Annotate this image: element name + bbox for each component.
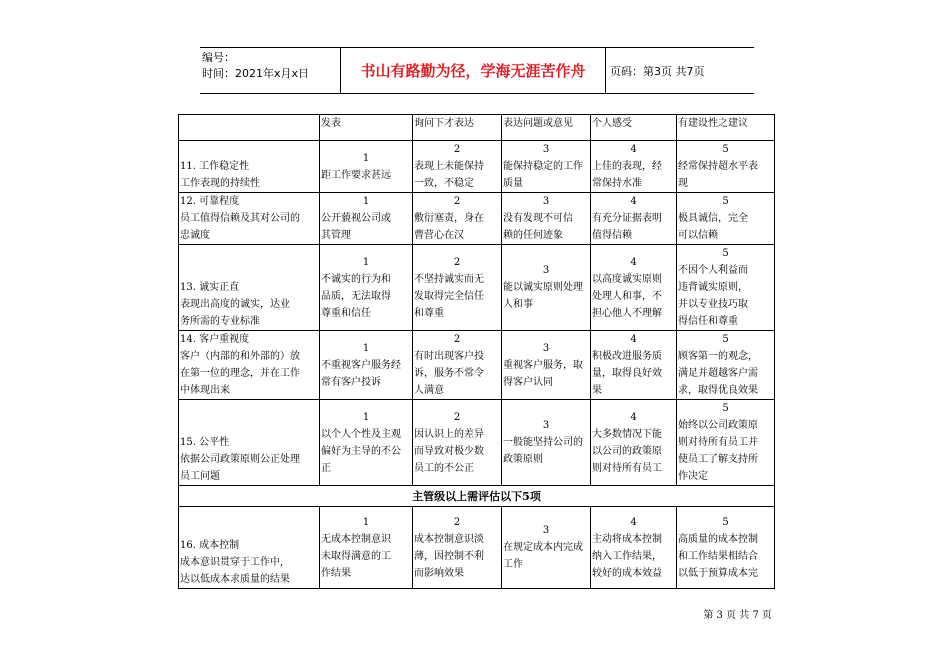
rating-cell bbox=[320, 331, 413, 400]
criterion-label-line: 15. 公平性 bbox=[180, 437, 230, 448]
rating-description: 政策原则 bbox=[503, 454, 543, 465]
page-footer: 第 3 页 共 7 页 bbox=[703, 610, 772, 621]
rating-description: 作结果 bbox=[321, 567, 351, 579]
rating-score: 5 bbox=[722, 516, 729, 528]
table-row bbox=[179, 193, 775, 245]
rating-cell bbox=[677, 507, 775, 589]
header-page-label: 页码：第3页 共7页 bbox=[610, 64, 705, 78]
rating-description: 不坚持诚实而无 bbox=[414, 273, 484, 285]
column-header: 发表 bbox=[320, 115, 413, 141]
rating-description: 以低于预算成本完 bbox=[678, 567, 758, 579]
criterion-label-line: 忠诚度 bbox=[180, 230, 210, 241]
rating-description: 薄，因控制不利 bbox=[414, 550, 484, 562]
rating-description: 常保持水准 bbox=[592, 178, 642, 189]
rating-description: 在规定成本内完成 bbox=[503, 542, 583, 553]
rating-cell bbox=[320, 245, 413, 331]
document-header bbox=[200, 47, 754, 94]
rating-description: 而导致对极少数 bbox=[414, 445, 484, 457]
criterion-label-line: 工作表现的持续性 bbox=[180, 178, 260, 189]
rating-cell bbox=[677, 331, 775, 400]
rating-score: 1 bbox=[362, 152, 370, 164]
rating-description: 高质量的成本控制 bbox=[678, 533, 758, 545]
rating-score: 5 bbox=[722, 403, 729, 414]
criterion-label-line: 11. 工作稳定性 bbox=[180, 161, 250, 172]
rating-score: 5 bbox=[722, 248, 729, 259]
rating-description: 重视客户服务，取 bbox=[503, 359, 583, 371]
rating-description: 现 bbox=[678, 178, 688, 189]
rating-description: 偏好为主导的不公 bbox=[321, 445, 401, 457]
rating-description: 没有发现不可信 bbox=[503, 213, 573, 224]
rating-score: 2 bbox=[453, 144, 461, 155]
rating-description: 人满意 bbox=[414, 385, 444, 396]
rating-score: 4 bbox=[630, 196, 637, 207]
rating-cell bbox=[677, 400, 775, 486]
rating-description: 常有客户投诉 bbox=[321, 376, 381, 388]
rating-description: 其管理 bbox=[321, 230, 351, 241]
table-row bbox=[179, 507, 775, 589]
rating-description: 发取得完全信任 bbox=[414, 290, 484, 302]
criterion-label bbox=[179, 507, 320, 589]
criterion-label bbox=[179, 245, 320, 331]
criterion-label-line: 在第一位的理念，并在工作 bbox=[180, 368, 300, 379]
rating-score: 5 bbox=[722, 196, 729, 207]
rating-description: 有充分证据表明 bbox=[592, 213, 662, 224]
rating-cell bbox=[677, 193, 775, 245]
rating-cell bbox=[502, 400, 591, 486]
rating-cell bbox=[413, 245, 502, 331]
rating-score: 3 bbox=[542, 420, 550, 431]
criterion-label-line: 员工问题 bbox=[180, 471, 220, 482]
rating-description: 有时出现客户投 bbox=[414, 351, 484, 362]
rating-description: 极具诚信，完全 bbox=[678, 213, 748, 224]
rating-cell bbox=[502, 193, 591, 245]
rating-description: 积极改进服务质 bbox=[592, 351, 662, 362]
rating-score: 5 bbox=[722, 334, 729, 345]
rating-description: 赖的任何迹象 bbox=[503, 230, 563, 241]
rating-description: 诉，服务不常令 bbox=[414, 368, 484, 379]
rating-score: 3 bbox=[542, 144, 550, 155]
rating-score: 4 bbox=[630, 411, 637, 423]
rating-score: 2 bbox=[453, 516, 461, 528]
rating-description: 能以诚实原则处理 bbox=[503, 282, 583, 293]
criterion-label-line: 达以低成本求质量的结果 bbox=[180, 574, 290, 585]
rating-description: 顾客第一的观念， bbox=[678, 351, 758, 362]
rating-cell bbox=[320, 141, 413, 193]
rating-description: 则对待所有员工 bbox=[592, 462, 662, 474]
rating-description: 公开藐视公司或 bbox=[321, 213, 391, 224]
rating-description: 纳入工作结果， bbox=[592, 550, 662, 562]
header-meta bbox=[200, 48, 341, 93]
rating-score: 1 bbox=[362, 342, 370, 354]
rating-cell bbox=[591, 193, 677, 245]
rating-cell bbox=[320, 507, 413, 589]
criterion-label-line: 13. 诚实正直 bbox=[180, 282, 240, 293]
rating-description: 并以专业技巧取 bbox=[678, 299, 748, 310]
evaluation-table bbox=[178, 114, 775, 589]
rating-score: 4 bbox=[630, 334, 637, 345]
rating-score: 1 bbox=[362, 411, 370, 423]
criterion-label bbox=[179, 331, 320, 400]
rating-description: 质量 bbox=[503, 178, 523, 189]
rating-cell bbox=[591, 507, 677, 589]
rating-description: 求，取得优良效果 bbox=[678, 385, 758, 396]
rating-description: 不因个人利益而 bbox=[678, 265, 748, 276]
table-row bbox=[179, 245, 775, 331]
rating-cell bbox=[413, 400, 502, 486]
rating-description: 处理人和事，不 bbox=[592, 290, 662, 302]
criterion-label-line: 客户（内部的和外部的）放 bbox=[180, 351, 300, 362]
rating-cell bbox=[502, 245, 591, 331]
rating-description: 距工作要求甚远 bbox=[321, 169, 391, 181]
rating-description: 正 bbox=[321, 462, 331, 474]
rating-description: 而影响效果 bbox=[414, 567, 464, 579]
rating-description: 作决定 bbox=[678, 471, 708, 482]
column-header: 表达问题或意见 bbox=[502, 115, 591, 141]
criterion-label-line: 务所需的专业标准 bbox=[180, 316, 260, 327]
header-motto: 书山有路勤为径，学海无涯苦作舟 bbox=[341, 48, 606, 93]
rating-description: 未取得满意的工 bbox=[321, 550, 391, 562]
criterion-label-line: 中体现出来 bbox=[180, 385, 230, 396]
rating-description: 和工作结果相结合 bbox=[678, 550, 758, 562]
rating-score: 1 bbox=[362, 516, 370, 528]
rating-description: 始终以公司政策原 bbox=[678, 420, 758, 431]
rating-score: 2 bbox=[453, 196, 461, 207]
rating-description: 满足并超越客户需 bbox=[678, 368, 758, 379]
rating-score: 4 bbox=[630, 144, 637, 155]
rating-cell bbox=[413, 507, 502, 589]
rating-score: 4 bbox=[630, 516, 637, 528]
rating-score: 5 bbox=[722, 144, 729, 155]
rating-score: 3 bbox=[542, 265, 550, 276]
rating-description: 不诚实的行为和 bbox=[321, 273, 391, 285]
rating-cell bbox=[320, 400, 413, 486]
rating-description: 品质，无法取得 bbox=[321, 290, 391, 302]
criterion-label bbox=[179, 400, 320, 486]
rating-score: 3 bbox=[542, 342, 550, 354]
rating-description: 违背诚实原则， bbox=[678, 282, 748, 293]
criterion-label-line: 14. 客户重视度 bbox=[180, 334, 250, 345]
rating-score: 3 bbox=[542, 525, 550, 536]
rating-cell bbox=[591, 400, 677, 486]
rating-description: 尊重和信任 bbox=[321, 307, 371, 319]
rating-cell bbox=[413, 141, 502, 193]
section-band: 主管级以上需评估以下5项 bbox=[179, 486, 775, 507]
rating-description: 担心他人不理解 bbox=[592, 307, 662, 319]
criterion-label-line: 依据公司政策原则公正处理 bbox=[180, 454, 300, 465]
rating-score: 1 bbox=[362, 256, 370, 268]
rating-description: 上佳的表现，经 bbox=[592, 161, 662, 172]
rating-description: 无成本控制意识 bbox=[321, 533, 391, 545]
rating-description: 一致，不稳定 bbox=[414, 178, 474, 189]
rating-description: 因认识上的差异 bbox=[414, 428, 484, 440]
rating-description: 曹营心在汉 bbox=[414, 230, 464, 241]
criterion-label bbox=[179, 141, 320, 193]
rating-description: 则对待所有员工并 bbox=[678, 437, 758, 448]
rating-description: 以公司的政策原 bbox=[592, 445, 662, 457]
rating-description: 敷衍塞责，身在 bbox=[414, 213, 484, 224]
table-row bbox=[179, 331, 775, 400]
document-number-label: 编号： bbox=[202, 51, 235, 64]
rating-description: 能保持稳定的工作 bbox=[503, 161, 583, 172]
document-time-label: 时间：2021年x月x日 bbox=[202, 67, 310, 80]
rating-description: 可以信赖 bbox=[678, 230, 718, 241]
table-row bbox=[179, 400, 775, 486]
rating-cell bbox=[591, 245, 677, 331]
column-header: 个人感受 bbox=[591, 115, 677, 141]
rating-score: 4 bbox=[630, 256, 637, 268]
rating-description: 不重视客户服务经 bbox=[321, 359, 401, 371]
rating-description: 果 bbox=[592, 385, 602, 396]
rating-cell bbox=[591, 331, 677, 400]
rating-description: 表现上未能保持 bbox=[414, 161, 484, 172]
criterion-label-line: 表现出高度的诚实，达业 bbox=[180, 299, 290, 310]
rating-description: 使员工了解支持所 bbox=[678, 454, 758, 465]
column-header: 有建设性之建议 bbox=[677, 115, 775, 141]
rating-description: 量，取得良好效 bbox=[592, 368, 662, 379]
column-header: 询问下才表达 bbox=[413, 115, 502, 141]
rating-cell bbox=[320, 193, 413, 245]
rating-description: 一般能坚持公司的 bbox=[503, 437, 583, 448]
table-row bbox=[179, 141, 775, 193]
criterion-label-line: 16. 成本控制 bbox=[180, 540, 240, 551]
rating-cell bbox=[677, 245, 775, 331]
rating-cell bbox=[591, 141, 677, 193]
rating-score: 2 bbox=[453, 334, 461, 345]
rating-description: 以高度诚实原则 bbox=[592, 273, 662, 285]
rating-description: 值得信赖 bbox=[592, 230, 632, 241]
rating-cell bbox=[413, 193, 502, 245]
rating-description: 和尊重 bbox=[414, 307, 444, 319]
rating-description: 员工的不公正 bbox=[414, 462, 474, 474]
criterion-label-line: 12. 可靠程度 bbox=[180, 196, 240, 207]
rating-cell bbox=[413, 331, 502, 400]
rating-description: 得客户认同 bbox=[503, 376, 553, 388]
table-header-row bbox=[179, 115, 775, 141]
rating-description: 较好的成本效益 bbox=[592, 567, 662, 579]
criterion-label-line: 员工值得信赖及其对公司的 bbox=[180, 213, 300, 224]
rating-description: 工作 bbox=[503, 559, 523, 570]
rating-description: 主动将成本控制 bbox=[592, 533, 662, 545]
rating-score: 1 bbox=[362, 196, 370, 207]
rating-cell bbox=[677, 141, 775, 193]
rating-cell bbox=[502, 507, 591, 589]
rating-description: 以个人个性及主观 bbox=[321, 428, 401, 440]
rating-description: 人和事 bbox=[503, 299, 533, 310]
rating-description: 大多数情况下能 bbox=[592, 428, 662, 440]
criterion-label-line: 成本意识贯穿于工作中, bbox=[180, 557, 284, 568]
rating-description: 经常保持超水平表 bbox=[678, 161, 758, 172]
column-header bbox=[179, 115, 320, 141]
rating-description: 得信任和尊重 bbox=[678, 316, 738, 327]
rating-score: 3 bbox=[542, 196, 550, 207]
rating-cell bbox=[502, 331, 591, 400]
rating-score: 2 bbox=[453, 256, 461, 268]
section-band-row bbox=[179, 486, 775, 507]
rating-description: 成本控制意识淡 bbox=[414, 533, 484, 545]
rating-cell bbox=[502, 141, 591, 193]
criterion-label bbox=[179, 193, 320, 245]
rating-score: 2 bbox=[453, 411, 461, 423]
